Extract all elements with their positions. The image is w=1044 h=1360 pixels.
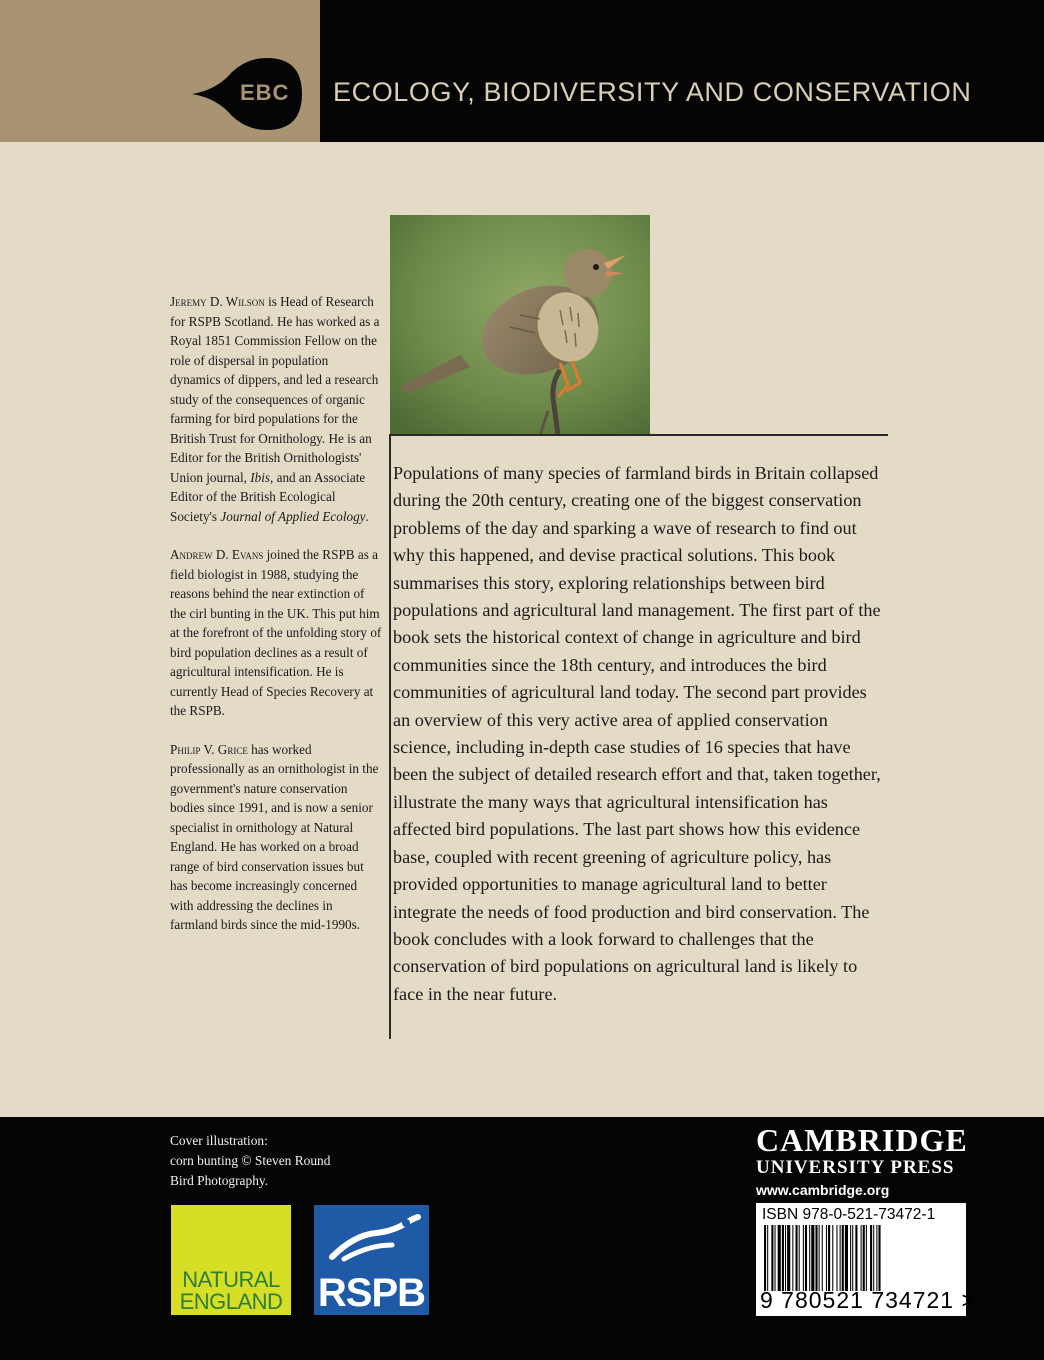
bio-text: is Head of Research for RSPB Scotland. He has worked as a Royal 1851 Commission Fellow on the role of dispersal in population dynamics of dippers, and led a research study of the consequences of organic farming for bird populations for the British Trust for Ornithology. He is an Editor for the British Ornithologists' Union journal,: [170, 294, 380, 485]
author-name: Jeremy D. Wilson: [170, 294, 265, 309]
natural-england-logo-text: ENGLAND: [179, 1289, 283, 1314]
barcode-bar: [775, 1225, 776, 1291]
publisher-press: UNIVERSITY PRESS: [756, 1157, 955, 1178]
barcode-bar: [809, 1225, 810, 1291]
barcode-bar: [870, 1225, 872, 1291]
barcode-bar: [778, 1225, 781, 1291]
barcode-bar: [803, 1225, 804, 1291]
rspb-logo: [314, 1205, 429, 1315]
barcode-bar: [873, 1225, 874, 1291]
barcode-bar: [878, 1225, 880, 1291]
book-description: Populations of many species of farmland birds in Britain collapsed during the 20th century, creating one of the biggest conservation problems of the day and sparking a wave of research to find out why this happened, and devise practical solutions. This book summarises this story, exploring relationships between bird populations and agricultural land management. The first part of the book sets the historical context of change in agriculture and bird communities since the 18th century, and introduces the bird communities of agricultural land today. The second part provides an overview of this very active area of applied conservation science, including in-depth case studies of 16 species that have been the subject of detailed research effort and that, taken together, illustrate the many ways that agricultural intensification has affected bird populations. The last part shows how this evidence base, coupled with recent greening of agriculture policy, has provided opportunities to manage agricultural land to better integrate the needs of food production and bird conservation. The book concludes with a look forward to challenges that the conservation of bird populations on agricultural land is likely to face in the near future.: [393, 463, 881, 1004]
publisher-block: [756, 1122, 968, 1198]
barcode-bar: [840, 1225, 841, 1291]
isbn-barcode: [756, 1203, 976, 1316]
bio-jeremy-wilson: [170, 292, 382, 526]
barcode-bar: [861, 1225, 862, 1291]
barcode-bar: [836, 1225, 837, 1291]
series-header-band: [0, 0, 1044, 142]
bio-text: .: [365, 508, 369, 524]
barcode-bar: [805, 1225, 807, 1291]
bio-text: joined the RSPB as a field biologist in 1988, studying the reasons behind the near extinction of the cirl bunting in the UK. This put him at the forefront of the unfolding story of bird population declines as a result of agricultural intensification. He is currently Head of Species Recovery at the RSPB.: [170, 547, 382, 718]
isbn-label: ISBN 978-0-521-73472-1: [762, 1206, 936, 1223]
barcode-bar: [811, 1225, 814, 1291]
author-name: Philip V. Grice: [170, 741, 248, 757]
natural-england-logo-text: NATURAL: [182, 1267, 280, 1292]
corn-bunting-photo: [390, 215, 650, 435]
bio-text: , and an Associate Editor of the British Ecological Society's: [170, 469, 366, 524]
barcode-bar: [787, 1225, 790, 1291]
barcode-bar: [771, 1225, 773, 1291]
barcode-digits: 9 780521 734721 >: [760, 1287, 976, 1313]
horizontal-rule: [390, 434, 888, 436]
natural-england-logo: [171, 1205, 291, 1315]
barcode-bar: [822, 1225, 823, 1291]
barcode-bar: [799, 1225, 800, 1291]
rspb-logo-text: RSPB: [317, 1271, 426, 1315]
avocet-icon: [314, 1205, 429, 1275]
barcode-bar: [796, 1225, 798, 1291]
cover-credit: [170, 1131, 370, 1191]
barcode-bar: [819, 1225, 820, 1291]
bio-andrew-evans: [170, 545, 382, 721]
publisher-url: www.cambridge.org: [756, 1182, 890, 1198]
barcode-bar: [828, 1225, 830, 1291]
barcode-bar: [842, 1225, 844, 1291]
credit-line: Bird Photography.: [170, 1173, 269, 1188]
series-title: ECOLOGY, BIODIVERSITY AND CONSERVATION: [333, 77, 972, 107]
bio-italic-journal: Ibis: [250, 469, 270, 485]
bio-italic-journal: Journal of Applied Ecology: [220, 508, 366, 524]
barcode-bar: [866, 1225, 867, 1291]
barcode-bar: [782, 1225, 784, 1291]
barcode-bar: [826, 1225, 827, 1291]
credit-line: Cover illustration:: [170, 1133, 268, 1148]
barcode-bar: [767, 1225, 768, 1291]
barcode-bar: [876, 1225, 877, 1291]
bio-text: has worked professionally as an ornithologist in the government's nature conservation bodies since 1991, and is now a senior specialist in ornithology at Natural England. He has worked on a broad range of bird conservation issues but has become increasingly concerned with addressing the declines in farmland birds since the mid-1990s.: [170, 741, 379, 932]
barcode-bar: [792, 1225, 793, 1291]
barcode-bar: [764, 1225, 766, 1291]
barcode-bar: [863, 1225, 865, 1291]
ebc-badge-label: EBC: [240, 80, 290, 105]
vertical-rule: [389, 434, 391, 1039]
author-name: Andrew D. Evans: [170, 547, 264, 562]
barcode-bar: [852, 1225, 853, 1291]
barcode-bar: [845, 1225, 848, 1291]
barcode-bar: [785, 1225, 786, 1291]
barcode-bar: [832, 1225, 833, 1291]
bio-philip-grice: [170, 740, 382, 935]
credit-line: corn bunting © Steven Round: [170, 1153, 331, 1168]
publisher-name: CAMBRIDGE: [756, 1122, 968, 1158]
barcode-bar: [815, 1225, 817, 1291]
barcode-bars: [764, 1225, 960, 1291]
barcode-bar: [850, 1225, 851, 1291]
barcode-bar: [855, 1225, 857, 1291]
author-bios: [170, 292, 382, 954]
